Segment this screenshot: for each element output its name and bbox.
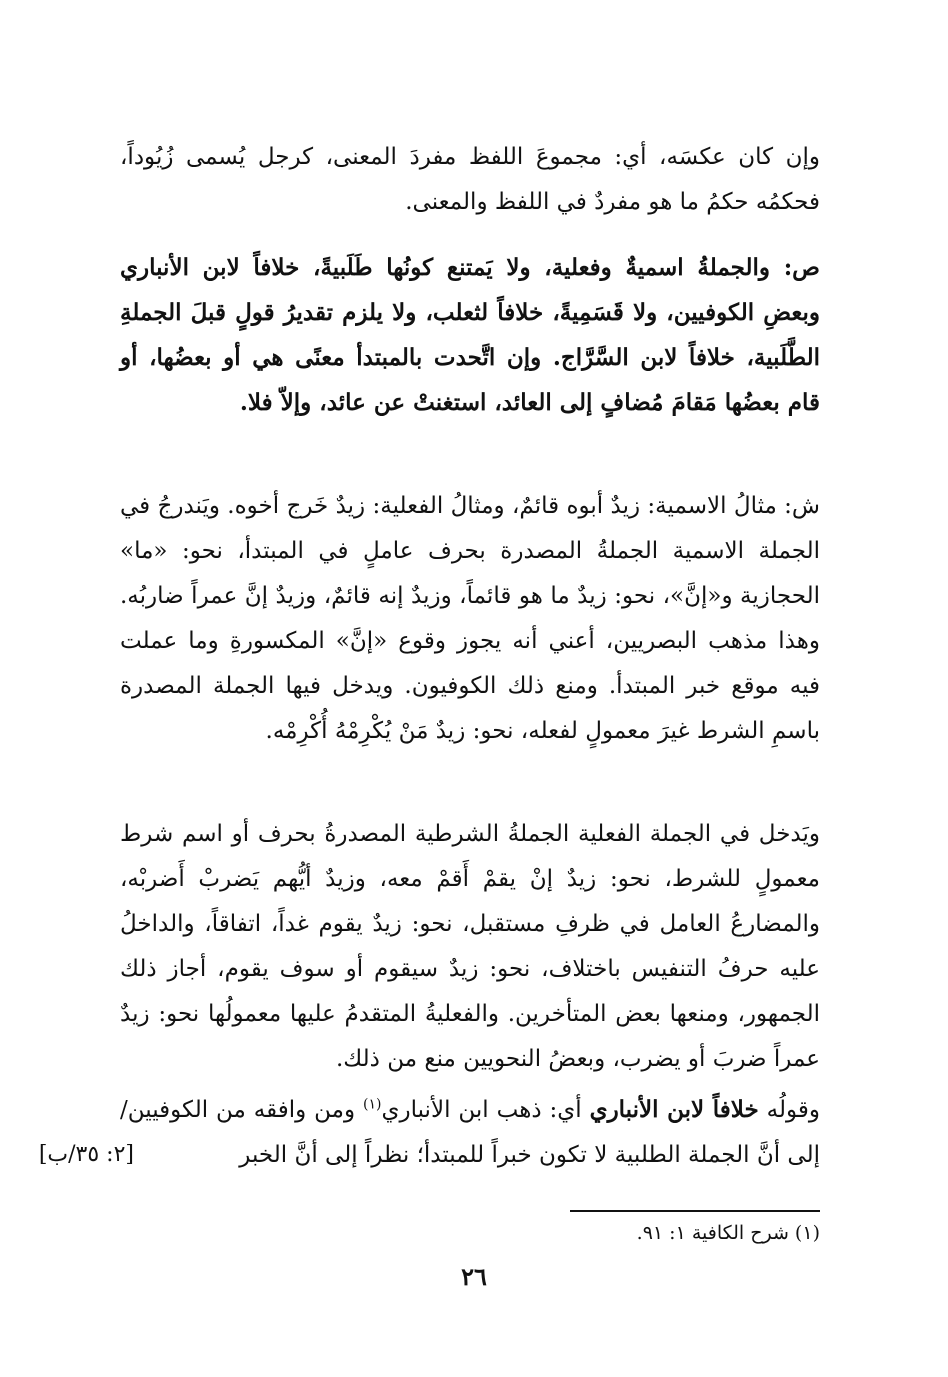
- quote-bold-phrase: خلافاً لابن الأنباري: [589, 1096, 759, 1123]
- quote-middle: أي: ذهب ابن الأنباري: [381, 1097, 590, 1123]
- footnote: (١) شرح الكافية ١: ٩١.: [636, 1222, 820, 1244]
- paragraph-main-text: ص: والجملةُ اسميةٌ وفعلية، ولا يَمتنع كونُها طَلَبيةً، خلافاً لابن الأنباري وبعضِ الكوفيين، ولا قَسَمِيةً، خلافاً لثعلب، ولا يلزم تقديرُ قولٍ قبلَ الجملةِ الطَّلَبية، خلافاً لابن السَّرَّاج. وإن اتَّحدت بالمبتدأ معنًى هي أو بعضُها، أو قام بعضُها مَقامَ مُضافٍ إلى العائد، استغنتْ عن عائد، وإلاّ فلا.: [120, 254, 820, 416]
- quote-lead: وقولُه: [758, 1097, 820, 1123]
- quote-tail: ومن وافقه من الكوفيين/ إلى أنَّ الجملة الطلبية لا تكون خبراً للمبتدأ؛ نظراً إلى أنَّ الخبر: [120, 1097, 820, 1168]
- footnote-divider: [570, 1210, 820, 1212]
- paragraph-commentary-verbal: ويَدخل في الجملة الفعلية الجملةُ الشرطية المصدرةُ بحرف أو اسم شرط معمولٍ للشرط، نحو: زيدٌ إنْ يقمْ أَقمْ معه، وزيدٌ أيُّهم يَضربْ أَضربْه، والمضارعُ العامل في ظرفِ مستقبل، نحو: زيدٌ يقوم غداً، اتفاقاً، والداخلُ عليه حرفُ التنفيس باختلاف، نحو: زيدٌ سيقوم أو سوف يقوم، أجاز ذلك الجمهور، ومنعها بعض المتأخرين. والفعليةُ المتقدمُ عليها معمولُها نحو: زيدٌ عمراً ضربَ أو يضرب، وبعضُ النحويين منع من ذلك.: [120, 821, 820, 1072]
- paragraph-commentary-nominal: ش: مثالُ الاسمية: زيدٌ أبوه قائمٌ، ومثالُ الفعلية: زيدٌ خَرج أخوه. ويَندرجُ في الجملة الاسمية الجملةُ المصدرة بحرف عاملٍ في المبتدأ، نحو: «ما» الحجازية و«إنَّ»، نحو: زيدٌ ما هو قائماً، وزيدٌ إنه قائمٌ، وزيدٌ إنَّ عمراً ضاربُه. وهذا مذهب البصريين، أعني أنه يجوز وقوع «إنَّ» المكسورةِ وما عملت فيه موقع خبر المبتدأ. ومنع ذلك الكوفيون. ويدخل فيها الجملة المصدرة باسمِ الشرط غيرَ معمولٍ لفعله، نحو: زيدٌ مَنْ يُكْرِمْهُ أُكْرِمْه.: [120, 493, 820, 744]
- page-number: ٢٦: [461, 1262, 487, 1291]
- paragraph-commentary-quote: [120, 1087, 820, 1178]
- manuscript-folio-note: [٢: ٣٥/ب]: [38, 1142, 134, 1167]
- footnote-reference: (١): [363, 1096, 382, 1113]
- paragraph-commentary-intro: وإن كان عكسَه، أي: مجموعَ اللفظ مفردَ المعنى، كرجل يُسمى زُيُوداً، فحكمُه حكمُ ما هو مفردٌ في اللفظ والمعنى.: [120, 144, 820, 215]
